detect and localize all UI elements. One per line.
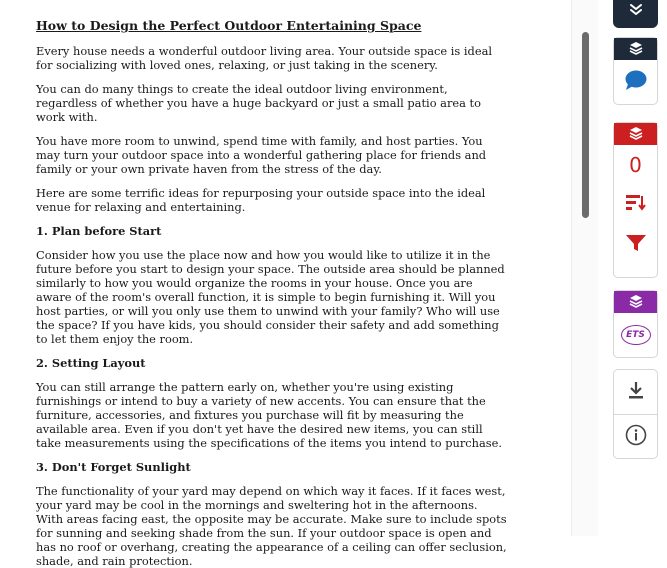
layers-icon [629,125,643,144]
intro-paragraph: Here are some terrific ideas for repurposing your outside space into the ideal venue for relaxing and entertaining. [36,186,486,214]
ets-group-header[interactable] [614,291,657,313]
section-heading: 3. Don't Forget Sunlight [36,460,191,474]
intro-paragraph: You have more room to unwind, spend time with family, and host parties. You may turn your outdoor space into a wonderful gathering place for friends and family or your own private haven from the stress of the day. [36,134,487,176]
collapse-button[interactable] [613,0,658,28]
ets-group [613,290,658,358]
intro-paragraph: Every house needs a wonderful outdoor living area. Your outside space is ideal for socializing with loved ones, relaxing, or just taking in the scenery. [36,44,493,72]
ets-badge-text: ETS [626,330,645,340]
sort-button[interactable] [614,185,657,225]
comment-button[interactable] [614,60,657,104]
scrollbar[interactable] [571,0,598,536]
section-body: The functionality of your yard may depend on which way it faces. If it faces west, your yard may be cool in the mornings and sweltering hot in the afternoons. With areas facing east, the opposite may be accurate. Make sure to include spots for sunning and seeking shade from the sun. If your outdoor space is open and has no roof or overhang, creating the appearance of a ceiling can offer seclusion, shade, and rain protection. [36,484,507,568]
info-icon [625,424,647,450]
ets-button[interactable] [614,313,657,357]
section-heading: 2. Setting Layout [36,356,146,370]
collapse-icon [628,1,644,21]
ets-badge-icon [621,325,651,345]
article-title: How to Design the Perfect Outdoor Entertaining Space [36,18,422,33]
section-heading: 1. Plan before Start [36,224,162,238]
scrollbar-thumb[interactable] [582,32,589,218]
intro-paragraph: You can do many things to create the ideal outdoor living environment, regardless of whether you have a huge backyard or just a small patio area to work with. [36,82,481,124]
comment-count-value: 0 [629,153,642,177]
section-body: Consider how you use the place now and how you would like to utilize it in the future before you start to design your space. The outside area should be planned similarly to how you would organize the rooms in your house. Once you are aware of the room's overall function, it is simple to begin furnishing it. Will you host parties, or will you only use them to unwind with your family? Who will use the space? If you have kids, you should consider their safety and add something to let them enjoy the room. [36,248,505,346]
comment-count[interactable] [614,145,657,185]
annotations-group [613,122,658,278]
download-icon [627,380,645,404]
download-button[interactable] [614,370,657,415]
utility-group [613,369,658,459]
filter-icon [625,233,647,257]
chat-bubble-icon [624,69,648,95]
comments-group-header[interactable] [614,38,657,60]
filter-button[interactable] [614,225,657,265]
info-button[interactable] [614,415,657,459]
layers-icon [629,293,643,312]
section-body: You can still arrange the pattern early on, whether you're using existing furnishings or intend to buy a variety of new accents. You can ensure that the furniture, accessories, and fixtures you purchase will fit by measuring the available area. Even if you don't yet have the desired new items, you can still take measurements using the specifications of the items you intend to purchase. [36,380,502,450]
layers-icon [629,40,643,59]
annotations-group-header[interactable] [614,123,657,145]
sort-icon [625,193,647,217]
comments-group [613,37,658,105]
